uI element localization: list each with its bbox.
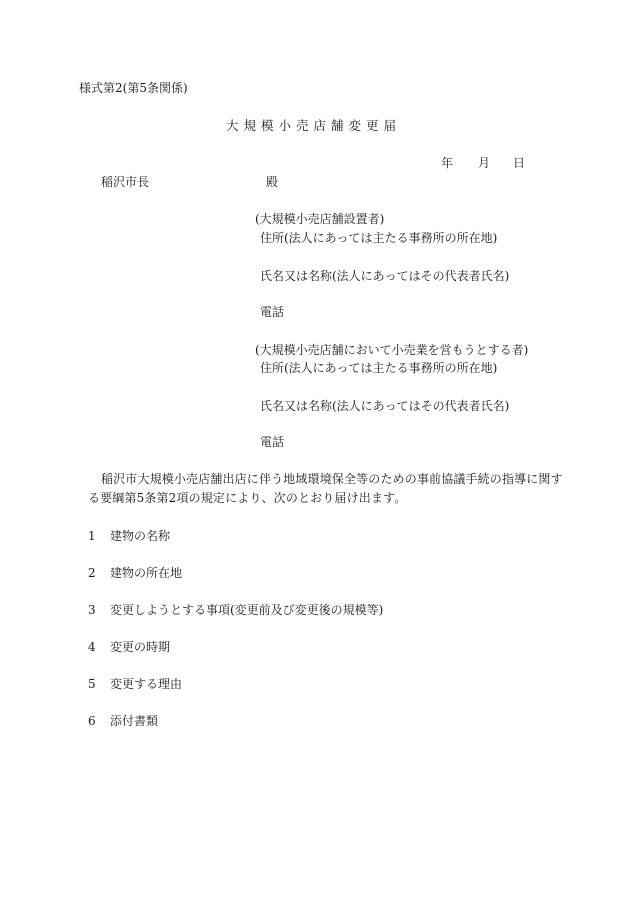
list-item (88, 530, 170, 542)
installer-phone-label: 電話 (260, 305, 285, 319)
addressee-name: 稲沢市長 (101, 175, 150, 189)
item-number: 4 (88, 640, 96, 654)
body-text-line-1: 稲沢市大規模小売店舗出店に伴う地域環境保全等のための事前協議手続の指導に関す (101, 472, 563, 486)
item-label: 変更する理由 (110, 677, 183, 691)
installer-heading: (大規模小売店舗設置者) (255, 212, 385, 226)
item-number: 6 (88, 714, 96, 728)
installer-address-label: 住所(法人にあっては主たる事務所の所在地) (260, 231, 498, 245)
installer-name-label: 氏名又は名称(法人にあってはその代表者氏名) (260, 269, 510, 283)
item-number: 3 (88, 603, 96, 617)
item-label: 変更しようとする事項(変更前及び変更後の規模等) (110, 603, 384, 617)
list-item (88, 604, 383, 616)
item-label: 建物の所在地 (110, 566, 183, 580)
body-text-line-2: る要綱第5条第2項の規定により、次のとおり届け出ます。 (88, 491, 407, 505)
operator-address-label: 住所(法人にあっては主たる事務所の所在地) (260, 361, 498, 375)
date-year: 年 (441, 156, 454, 170)
item-label: 添付書類 (110, 714, 159, 728)
item-label: 建物の名称 (110, 529, 171, 543)
list-item (88, 715, 158, 727)
list-item (88, 567, 182, 579)
list-item (88, 678, 182, 690)
item-label: 変更の時期 (110, 640, 171, 654)
operator-name-label: 氏名又は名称(法人にあってはその代表者氏名) (260, 399, 510, 413)
addressee-honorific: 殿 (266, 175, 279, 189)
date-day: 日 (513, 156, 526, 170)
date-month: 月 (478, 156, 491, 170)
document-title: 大規模小売店舗変更届 (226, 118, 402, 133)
item-number: 2 (88, 566, 96, 580)
operator-heading: (大規模小売店舗において小売業を営もうとする者) (255, 343, 529, 357)
operator-phone-label: 電話 (260, 435, 285, 449)
item-number: 1 (88, 529, 96, 543)
item-number: 5 (88, 677, 96, 691)
form-label: 様式第2(第5条関係) (79, 81, 188, 95)
list-item (88, 641, 170, 653)
